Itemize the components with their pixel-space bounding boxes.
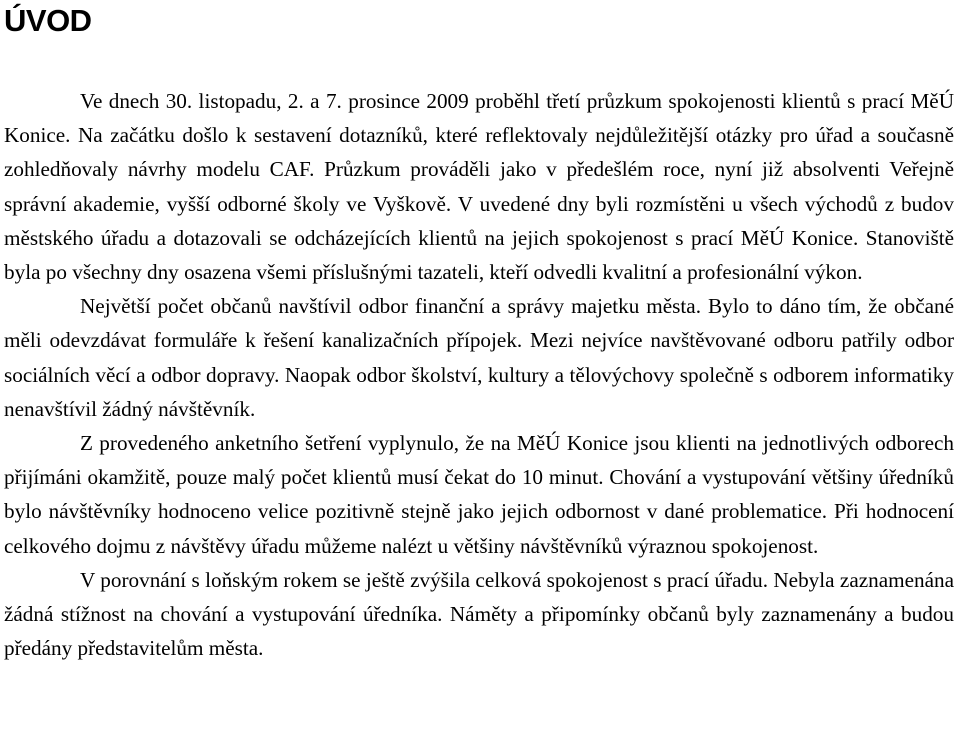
paragraph-year-comparison: V porovnání s loňským rokem se ještě zvýšila celková spokojenost s prací úřadu. Nebyla zaznamenána žádná stížnost na chování a vystupování úředníka. Náměty a připomínky občanů byly zaznamenány a budou předány představitelům města. xyxy=(4,567,954,661)
section-heading: ÚVOD xyxy=(4,3,92,38)
paragraph-departments-visited: Největší počet občanů navštívil odbor finanční a správy majetku města. Bylo to dáno tím, že občané měli odevzdávat formuláře k řešení kanalizačních přípojek. Mezi nejvíce navštěvované odboru patřily odbor sociálních věcí a odbor dopravy. Naopak odbor školství, kultury a tělovýchovy společně s odborem informatiky nenavštívil žádný návštěvník. xyxy=(4,294,954,421)
body-text xyxy=(4,84,954,665)
document-page xyxy=(4,0,954,665)
paragraph-survey-intro: Ve dnech 30. listopadu, 2. a 7. prosince 2009 proběhl třetí průzkum spokojenosti klientů s prací MěÚ Konice. Na začátku došlo k sestavení dotazníků, které reflektovaly nejdůležitější otázky pro úřad a současně zohledňovaly návrhy modelu CAF. Průzkum prováděli jako v předešlém roce, nyní již absolventi Veřejně správní akademie, vyšší odborné školy ve Vyškově. V uvedené dny byli rozmístěni u všech východů z budov městského úřadu a dotazovali se odcházejících klientů na jejich spokojenost s prací MěÚ Konice. Stanoviště byla po všechny dny osazena všemi příslušnými tazateli, kteří odvedli kvalitní a profesionální výkon. xyxy=(4,89,954,285)
paragraph-survey-results: Z provedeného anketního šetření vyplynulo, že na MěÚ Konice jsou klienti na jednotlivých odborech přijímáni okamžitě, pouze malý počet klientů musí čekat do 10 minut. Chování a vystupování většiny úředníků bylo návštěvníky hodnoceno velice pozitivně stejně jako jejich odbornost v dané problematice. Při hodnocení celkového dojmu z návštěvy úřadu můžeme nalézt u většiny návštěvníků výraznou spokojenost. xyxy=(4,431,954,558)
